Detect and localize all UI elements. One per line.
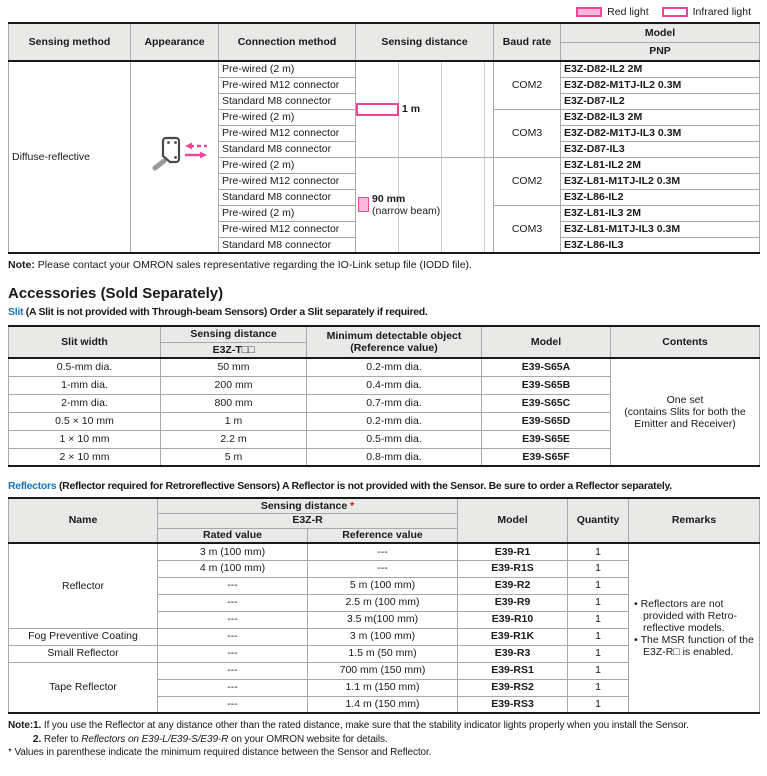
cell-model: E39-S65C <box>482 394 611 412</box>
cell-rated: --- <box>158 611 308 628</box>
cell-min-object: 0.2-mm dia. <box>307 358 482 376</box>
cell-quantity: 1 <box>568 577 629 594</box>
cell-reference: 1.5 m (50 mm) <box>308 645 458 662</box>
cell-reference: 5 m (100 mm) <box>308 577 458 594</box>
cell-rated: --- <box>158 645 308 662</box>
cell-sensing-distance: 200 mm <box>161 376 307 394</box>
header-sensing-distance <box>158 498 458 513</box>
cell-model: E39-R2 <box>458 577 568 594</box>
cell-sensing-distance-group2 <box>356 157 494 253</box>
cell-reference: 2.5 m (100 mm) <box>308 594 458 611</box>
header-min-detectable-line1: Minimum detectable object <box>326 329 462 342</box>
slit-table <box>8 325 760 467</box>
cell-reference: 3 m (100 mm) <box>308 628 458 645</box>
cell-quantity: 1 <box>568 543 629 560</box>
header-quantity: Quantity <box>568 498 629 543</box>
header-model: Model <box>561 23 760 42</box>
cell-model: E39-S65A <box>482 358 611 376</box>
cell-sensing-distance-group1 <box>356 61 494 157</box>
cell-baud-rate: COM2 <box>494 157 561 205</box>
header-name: Name <box>9 498 158 543</box>
header-sensing-distance: Sensing distance <box>161 326 307 342</box>
cell-connection-method: Pre-wired M12 connector <box>219 77 356 93</box>
cell-name: Small Reflector <box>9 645 158 662</box>
cell-rated: --- <box>158 577 308 594</box>
model-selection-table <box>8 22 760 254</box>
contents-line: One set <box>666 393 704 406</box>
header-connection-method: Connection method <box>219 23 356 61</box>
cell-slit-width: 2 × 10 mm <box>9 448 161 466</box>
header-contents: Contents <box>611 326 760 358</box>
io-link-note <box>8 259 767 271</box>
cell-connection-method: Pre-wired M12 connector <box>219 173 356 189</box>
cell-quantity: 1 <box>568 611 629 628</box>
infrared-light-swatch-icon <box>662 7 688 17</box>
cell-model: E39-R9 <box>458 594 568 611</box>
cell-quantity: 1 <box>568 679 629 696</box>
cell-model: E3Z-L81-IL3 2M <box>561 205 760 221</box>
cell-sensing-distance: 1 m <box>161 412 307 430</box>
cell-connection-method: Pre-wired (2 m) <box>219 205 356 221</box>
header-remarks: Remarks <box>629 498 760 543</box>
cell-model: E3Z-L81-IL2 2M <box>561 157 760 173</box>
cell-rated: 4 m (100 mm) <box>158 560 308 577</box>
cell-model: E3Z-D82-IL2 2M <box>561 61 760 77</box>
cell-rated: --- <box>158 696 308 713</box>
cell-model: E39-RS3 <box>458 696 568 713</box>
cell-quantity: 1 <box>568 560 629 577</box>
footnote-star: * Values in parenthese indicate the minimum required distance between the Sensor and Reflector. <box>8 747 432 758</box>
cell-slit-width: 0.5-mm dia. <box>9 358 161 376</box>
red-light-label: Red light <box>607 6 649 18</box>
cell-model: E3Z-D82-M1TJ-IL3 0.3M <box>561 125 760 141</box>
infrared-light-label: Infrared light <box>692 6 751 18</box>
sensing-distance-note: (narrow beam) <box>372 204 441 217</box>
footnote-1 <box>8 719 767 733</box>
cell-model: E39-R3 <box>458 645 568 662</box>
diffuse-reflective-sensor-icon <box>141 134 209 176</box>
cell-sensing-distance: 800 mm <box>161 394 307 412</box>
note-text: Please contact your OMRON sales representative regarding the IO-Link setup file (IODD file). <box>37 259 472 271</box>
cell-slit-width: 2-mm dia. <box>9 394 161 412</box>
footnotes <box>8 719 767 760</box>
cell-model: E39-R10 <box>458 611 568 628</box>
cell-quantity: 1 <box>568 696 629 713</box>
cell-reference: 1.1 m (150 mm) <box>308 679 458 696</box>
cell-sensing-distance: 2.2 m <box>161 430 307 448</box>
footnote-2-number: 2. <box>33 733 42 745</box>
cell-model: E3Z-D87-IL2 <box>561 93 760 109</box>
cell-model: E3Z-D87-IL3 <box>561 141 760 157</box>
cell-quantity: 1 <box>568 628 629 645</box>
cell-model: E3Z-D82-M1TJ-IL2 0.3M <box>561 77 760 93</box>
cell-connection-method: Standard M8 connector <box>219 189 356 205</box>
cell-model: E3Z-D82-IL3 2M <box>561 109 760 125</box>
cell-reference: 3.5 m(100 mm) <box>308 611 458 628</box>
cell-model: E3Z-L86-IL2 <box>561 189 760 205</box>
cell-model: E3Z-L81-M1TJ-IL3 0.3M <box>561 221 760 237</box>
red-light-swatch-icon <box>576 7 602 17</box>
cell-model: E39-S65F <box>482 448 611 466</box>
header-slit-width: Slit width <box>9 326 161 358</box>
remarks-item: • Reflectors are not provided with Retro-reflective models. <box>634 598 754 634</box>
footnote-2 <box>33 733 767 747</box>
cell-model: E39-RS2 <box>458 679 568 696</box>
cell-model: E39-R1S <box>458 560 568 577</box>
cell-model: E3Z-L81-M1TJ-IL2 0.3M <box>561 173 760 189</box>
header-pnp: PNP <box>561 42 760 61</box>
accessories-title: Accessories (Sold Separately) <box>8 285 224 302</box>
sensing-distance-value: 90 mm <box>372 192 406 205</box>
header-min-detectable <box>307 326 482 358</box>
header-sensing-distance-text: Sensing distance <box>260 499 351 512</box>
cell-reference: --- <box>308 543 458 560</box>
footnote-label: Note: <box>8 720 34 731</box>
infrared-light-bar-icon <box>356 103 399 116</box>
cell-slit-width: 1 × 10 mm <box>9 430 161 448</box>
cell-quantity: 1 <box>568 645 629 662</box>
footnote-2-post: on your OMRON website for details. <box>228 733 388 745</box>
cell-slit-width: 1-mm dia. <box>9 376 161 394</box>
cell-model: E3Z-L86-IL3 <box>561 237 760 253</box>
cell-connection-method: Pre-wired (2 m) <box>219 109 356 125</box>
light-beam-arrows-icon <box>185 143 207 159</box>
cell-appearance <box>131 61 219 253</box>
header-model: Model <box>458 498 568 543</box>
cell-model: E39-S65B <box>482 376 611 394</box>
cell-connection-method: Pre-wired M12 connector <box>219 125 356 141</box>
cell-rated: 3 m (100 mm) <box>158 543 308 560</box>
footnote-2-pre: Refer to <box>43 733 82 745</box>
slit-intro <box>8 306 767 318</box>
cell-connection-method: Pre-wired M12 connector <box>219 221 356 237</box>
cell-slit-width: 0.5 × 10 mm <box>9 412 161 430</box>
header-sensing-distance: Sensing distance <box>356 23 494 61</box>
header-appearance: Appearance <box>131 23 219 61</box>
header-model: Model <box>482 326 611 358</box>
cell-connection-method: Standard M8 connector <box>219 93 356 109</box>
slit-intro-text: (A Slit is not provided with Through-beam Sensors) Order a Slit separately if required. <box>25 306 428 318</box>
slit-intro-lead: Slit <box>8 306 24 318</box>
reflectors-intro-text: (Reflector required for Retroreflective Sensors) A Reflector is not provided with the Sensor. Be sure to order a Reflector separately. <box>58 480 672 492</box>
reflectors-intro-lead: Reflectors <box>8 480 57 492</box>
cell-model: E39-S65E <box>482 430 611 448</box>
footnote-1-number: 1. <box>33 720 42 731</box>
header-sensing-distance-sub: E3Z-T□□ <box>161 342 307 358</box>
cell-model: E39-R1 <box>458 543 568 560</box>
cell-connection-method: Pre-wired (2 m) <box>219 61 356 77</box>
cell-connection-method: Standard M8 connector <box>219 237 356 253</box>
header-sensing-method: Sensing method <box>9 23 131 61</box>
cell-baud-rate: COM3 <box>494 205 561 253</box>
header-rated-value: Rated value <box>158 528 308 543</box>
cell-sensing-distance: 50 mm <box>161 358 307 376</box>
cell-baud-rate: COM3 <box>494 109 561 157</box>
cell-name: Fog Preventive Coating <box>9 628 158 645</box>
cell-reference: 700 mm (150 mm) <box>308 662 458 679</box>
red-light-bar-icon <box>358 197 369 212</box>
cell-remarks <box>629 543 760 713</box>
reflector-table <box>8 497 760 714</box>
asterisk-marker: * <box>350 499 355 512</box>
cell-min-object: 0.4-mm dia. <box>307 376 482 394</box>
cell-sensing-distance: 5 m <box>161 448 307 466</box>
note-label: Note: <box>8 259 35 271</box>
cell-model: E39-R1K <box>458 628 568 645</box>
header-reference-value: Reference value <box>308 528 458 543</box>
light-legend <box>576 6 759 18</box>
reflectors-intro <box>8 480 767 492</box>
cell-model: E39-S65D <box>482 412 611 430</box>
footnote-1-text: If you use the Reflector at any distance other than the rated distance, make sure that the stability indicator lights properly when you install the Sensor. <box>43 720 689 731</box>
cell-min-object: 0.8-mm dia. <box>307 448 482 466</box>
cell-reference: 1.4 m (150 mm) <box>308 696 458 713</box>
cell-connection-method: Standard M8 connector <box>219 141 356 157</box>
remarks-item: • The MSR function of the E3Z-R□ is enabled. <box>634 634 754 658</box>
header-baud-rate: Baud rate <box>494 23 561 61</box>
cell-rated: --- <box>158 594 308 611</box>
cell-rated: --- <box>158 679 308 696</box>
cell-min-object: 0.5-mm dia. <box>307 430 482 448</box>
cell-min-object: 0.7-mm dia. <box>307 394 482 412</box>
cell-quantity: 1 <box>568 594 629 611</box>
cell-contents <box>611 358 760 466</box>
header-min-detectable-line2: (Reference value) <box>350 342 438 354</box>
sensing-distance-value: 1 m <box>402 103 421 116</box>
cell-name: Tape Reflector <box>9 662 158 713</box>
cell-rated: --- <box>158 628 308 645</box>
cell-name: Reflector <box>9 543 158 628</box>
cell-baud-rate: COM2 <box>494 61 561 109</box>
cell-connection-method: Pre-wired (2 m) <box>219 157 356 173</box>
cell-quantity: 1 <box>568 662 629 679</box>
cell-reference: --- <box>308 560 458 577</box>
contents-line: (contains Slits for both the <box>624 405 746 418</box>
cell-model: E39-RS1 <box>458 662 568 679</box>
contents-line: Emitter and Receiver) <box>634 418 736 431</box>
cell-min-object: 0.2-mm dia. <box>307 412 482 430</box>
footnote-2-reference: Reflectors on E39-L/E39-S/E39-R <box>81 733 229 745</box>
header-sensing-distance-sub: E3Z-R <box>158 513 458 528</box>
cell-rated: --- <box>158 662 308 679</box>
cell-sensing-method: Diffuse-reflective <box>9 61 131 253</box>
